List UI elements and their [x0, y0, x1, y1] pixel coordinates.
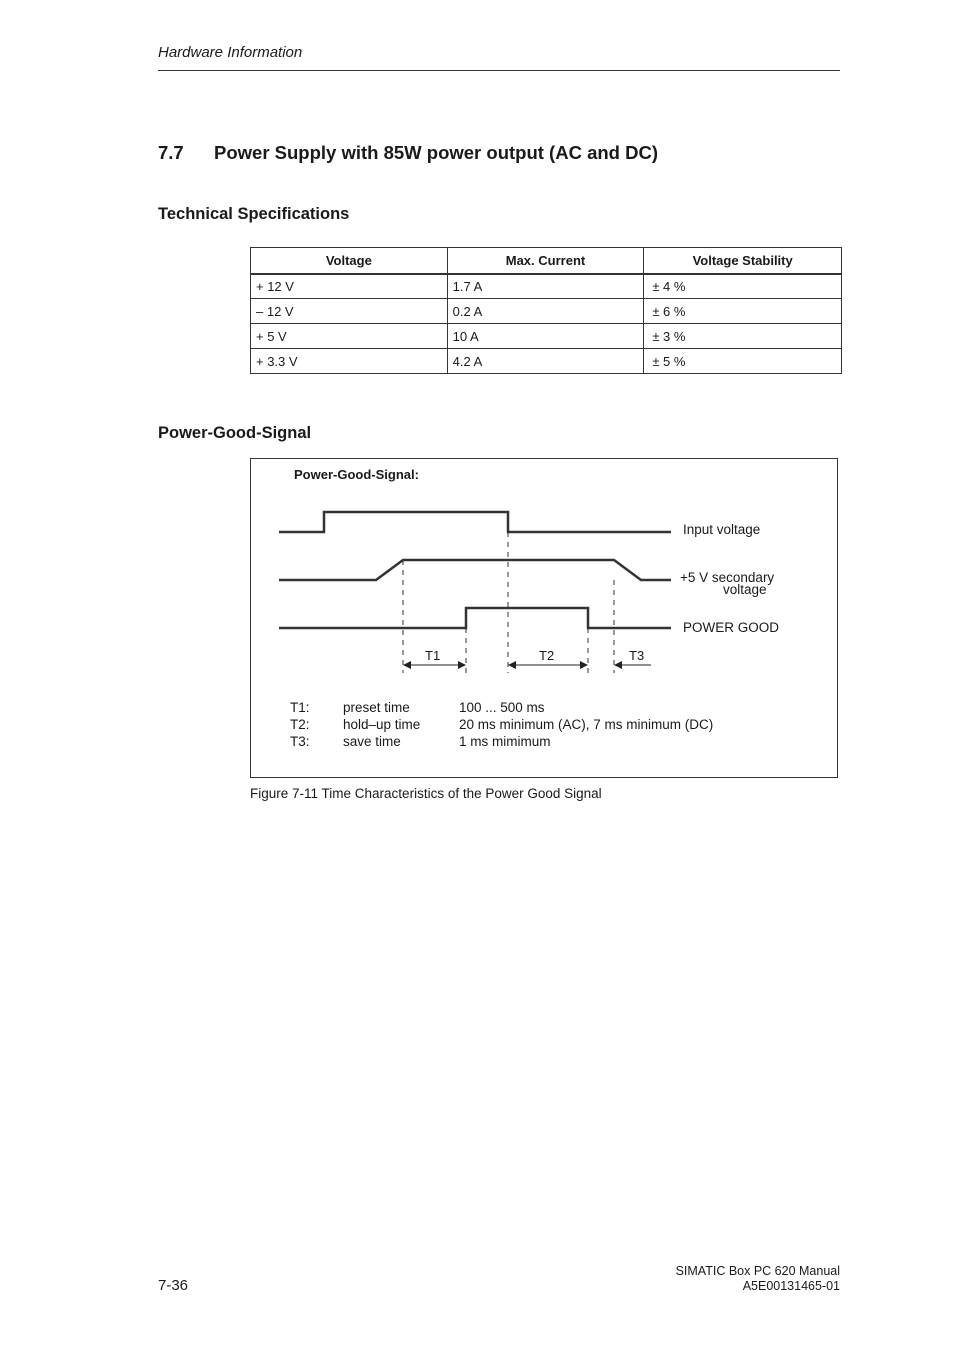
- cell-voltage: – 12 V: [251, 299, 448, 324]
- manual-title: SIMATIC Box PC 620 Manual: [675, 1264, 840, 1278]
- power-good-heading: Power-Good-Signal: [158, 424, 312, 442]
- secondary-voltage-label-line2: voltage: [723, 582, 767, 597]
- legend-description: save time: [343, 734, 401, 749]
- cell-voltage-stability: ± 4 %: [644, 274, 842, 299]
- table-row: [251, 324, 842, 349]
- table-row: [251, 274, 842, 299]
- cell-voltage: + 12 V: [251, 274, 448, 299]
- table-row: [251, 299, 842, 324]
- section-number: 7.7: [158, 142, 184, 163]
- footer-doc-info: [600, 1264, 840, 1294]
- timing-diagram-figure: [250, 458, 838, 778]
- specs-table: [250, 247, 842, 374]
- figure-title: Power-Good-Signal:: [294, 467, 419, 482]
- legend-key: T2:: [290, 717, 310, 732]
- power-good-trace: [279, 608, 671, 628]
- document-id: A5E00131465-01: [742, 1279, 840, 1293]
- specs-heading: Technical Specifications: [158, 205, 350, 223]
- figure-caption: Figure 7-11 Time Characteristics of the Power Good Signal: [250, 786, 602, 801]
- t1-label: T1: [425, 648, 441, 663]
- column-header-voltage: Voltage: [251, 248, 448, 274]
- t3-label: T3: [629, 648, 645, 663]
- legend-value: 100 ... 500 ms: [459, 700, 545, 715]
- legend-value: 20 ms minimum (AC), 7 ms minimum (DC): [459, 717, 714, 732]
- legend-key: T3:: [290, 734, 310, 749]
- section-title: [158, 142, 658, 164]
- table-header-row: [251, 248, 842, 274]
- cell-max-current: 0.2 A: [447, 299, 644, 324]
- cell-voltage-stability: ± 3 %: [644, 324, 842, 349]
- cell-voltage: + 5 V: [251, 324, 448, 349]
- cell-voltage-stability: ± 6 %: [644, 299, 842, 324]
- legend-description: hold–up time: [343, 717, 421, 732]
- cell-max-current: 4.2 A: [447, 349, 644, 374]
- legend-value: 1 ms mimimum: [459, 734, 551, 749]
- legend-key: T1:: [290, 700, 310, 715]
- cell-max-current: 1.7 A: [447, 274, 644, 299]
- legend-description: preset time: [343, 700, 410, 715]
- column-header-voltage-stability: Voltage Stability: [644, 248, 842, 274]
- cell-voltage-stability: ± 5 %: [644, 349, 842, 374]
- secondary-voltage-trace: [279, 560, 671, 580]
- power-good-label: POWER GOOD: [683, 620, 780, 635]
- cell-max-current: 10 A: [447, 324, 644, 349]
- secondary-voltage-label-line1: +5 V secondary: [680, 570, 775, 585]
- running-header: Hardware Information: [158, 44, 303, 61]
- cell-voltage: + 3.3 V: [251, 349, 448, 374]
- table-row: [251, 349, 842, 374]
- header-rule: [158, 70, 840, 71]
- input-voltage-label: Input voltage: [683, 522, 761, 537]
- section-title-text: Power Supply with 85W power output (AC and DC): [214, 142, 658, 163]
- input-voltage-trace: [279, 512, 671, 532]
- t2-label: T2: [539, 648, 555, 663]
- page-number: 7-36: [158, 1277, 189, 1294]
- column-header-max-current: Max. Current: [447, 248, 644, 274]
